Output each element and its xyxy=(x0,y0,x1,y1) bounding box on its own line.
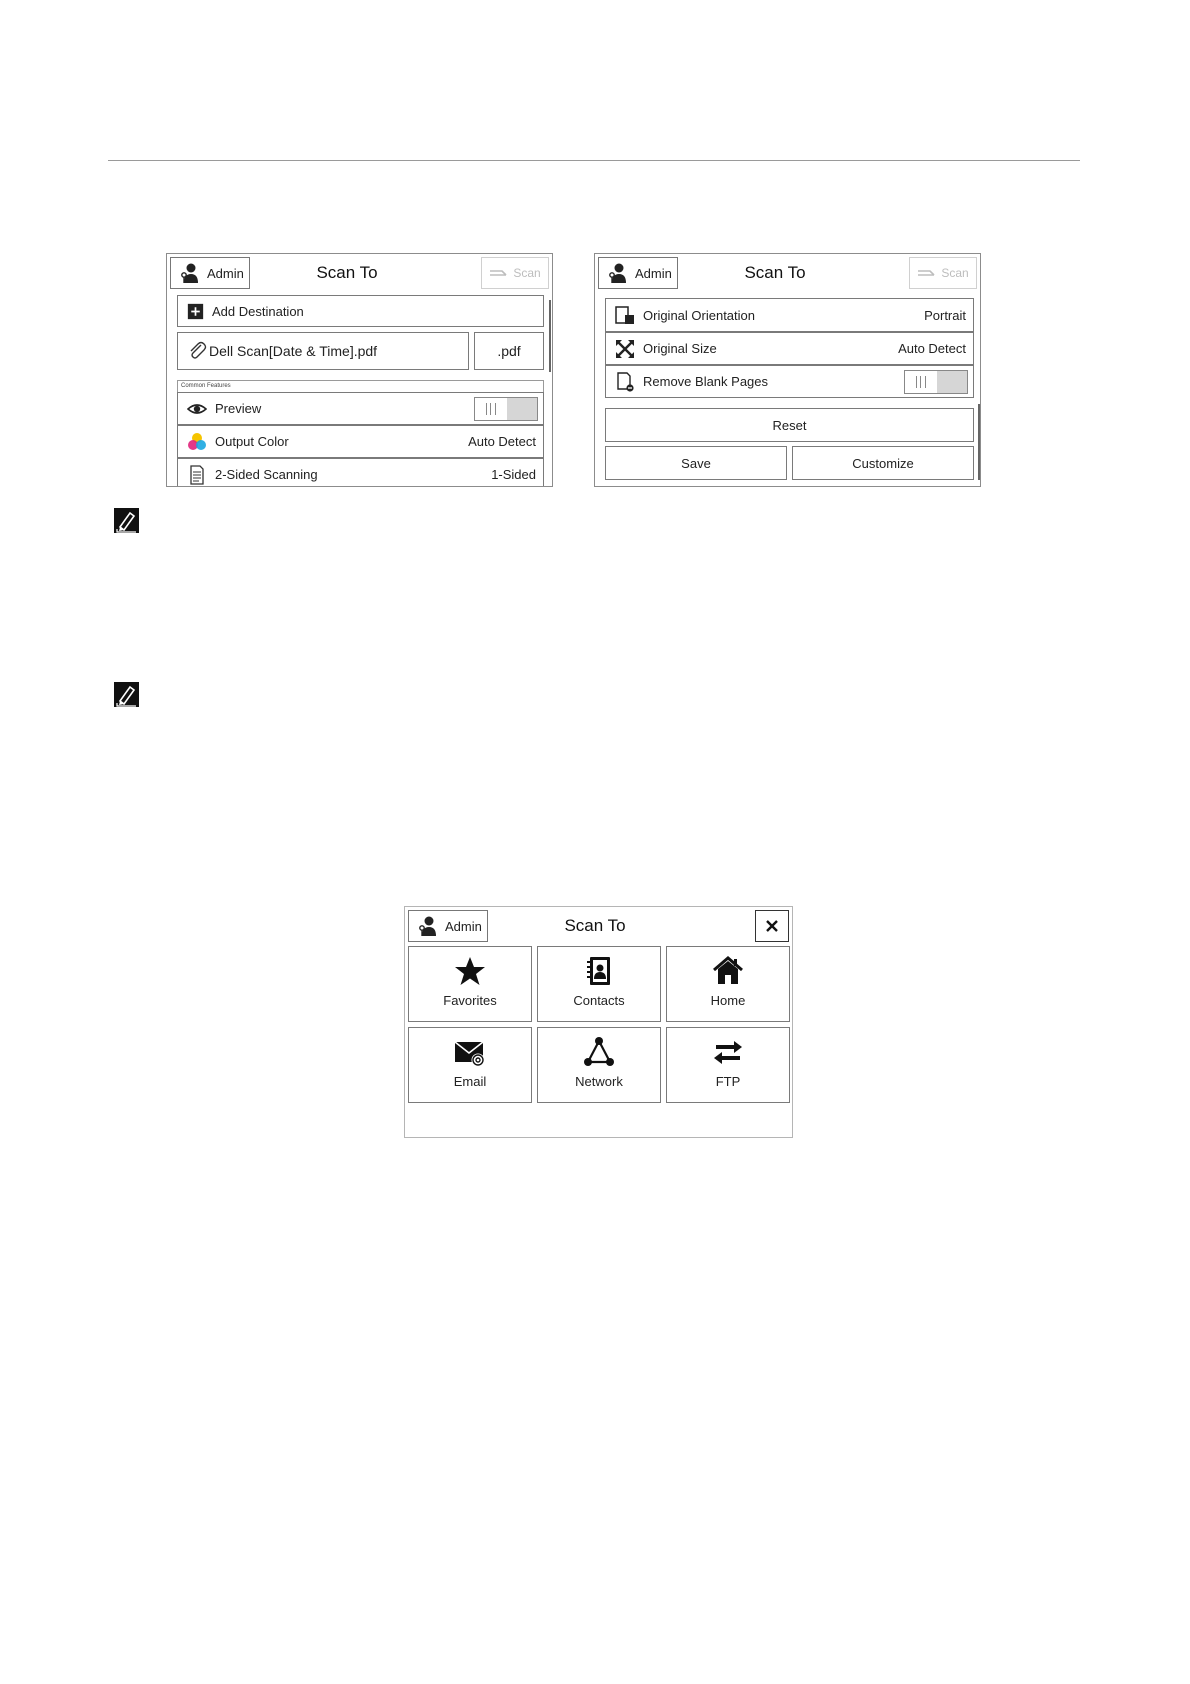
email-label: Email xyxy=(453,1074,487,1089)
admin-button[interactable] xyxy=(598,257,678,289)
reset-label: Reset xyxy=(772,417,807,433)
preview-row[interactable] xyxy=(177,392,544,425)
scrollbar[interactable] xyxy=(549,300,551,372)
network-label: Network xyxy=(575,1074,623,1089)
preview-toggle[interactable] xyxy=(474,397,538,421)
admin-button[interactable] xyxy=(170,257,250,289)
original-orientation-label: Original Orientation xyxy=(643,307,755,323)
original-size-row[interactable] xyxy=(605,332,974,365)
resize-icon xyxy=(615,339,635,359)
original-size-label: Original Size xyxy=(643,341,717,356)
favorites-label: Favorites xyxy=(443,993,497,1008)
scan-button[interactable] xyxy=(481,257,549,289)
scan-to-screen-main xyxy=(166,253,553,487)
scan-icon xyxy=(489,268,507,278)
remove-blank-pages-label: Remove Blank Pages xyxy=(643,374,769,389)
preview-label: Preview xyxy=(215,401,262,416)
document-icon xyxy=(187,465,207,485)
output-color-label: Output Color xyxy=(215,434,289,449)
email-tile[interactable] xyxy=(408,1027,532,1103)
two-sided-scanning-value: 1-Sided xyxy=(491,467,536,482)
screen-title: Scan To xyxy=(564,916,626,935)
remove-blank-pages-toggle[interactable] xyxy=(904,370,968,394)
close-icon xyxy=(765,919,779,933)
toggle-knob xyxy=(475,398,507,420)
ftp-tile[interactable] xyxy=(666,1027,790,1103)
blank-page-icon xyxy=(615,372,635,392)
save-label: Save xyxy=(681,455,711,471)
home-tile[interactable] xyxy=(666,946,790,1022)
admin-icon xyxy=(607,262,629,284)
home-label: Home xyxy=(710,993,746,1008)
eye-icon xyxy=(187,399,207,419)
admin-label: Admin xyxy=(445,918,482,934)
add-destination-button[interactable] xyxy=(177,295,544,327)
admin-icon xyxy=(417,915,439,937)
original-size-value: Auto Detect xyxy=(898,341,966,356)
scan-to-destination-screen xyxy=(404,906,793,1138)
save-button[interactable] xyxy=(605,446,787,480)
scrollbar[interactable] xyxy=(978,404,980,480)
toggle-track xyxy=(937,371,967,393)
plus-icon xyxy=(187,303,204,320)
contacts-tile[interactable] xyxy=(537,946,661,1022)
admin-label: Admin xyxy=(635,265,672,281)
ftp-label: FTP xyxy=(715,1074,741,1089)
customize-button[interactable] xyxy=(792,446,974,480)
paperclip-icon xyxy=(187,341,207,361)
two-sided-scanning-label: 2-Sided Scanning xyxy=(215,467,318,482)
two-sided-scanning-row[interactable] xyxy=(177,458,544,487)
admin-button[interactable] xyxy=(408,910,488,942)
original-orientation-row[interactable] xyxy=(605,298,974,332)
scan-label: Scan xyxy=(941,266,969,280)
note-icon xyxy=(114,682,139,707)
home-icon xyxy=(712,955,744,987)
output-color-row[interactable] xyxy=(177,425,544,458)
email-icon xyxy=(454,1036,486,1068)
scan-label: Scan xyxy=(513,266,541,280)
network-tile[interactable] xyxy=(537,1027,661,1103)
favorites-tile[interactable] xyxy=(408,946,532,1022)
scan-icon xyxy=(917,268,935,278)
network-icon xyxy=(583,1036,615,1068)
toggle-track xyxy=(507,398,537,420)
note-icon xyxy=(114,508,139,533)
customize-label: Customize xyxy=(852,455,914,471)
filename-field[interactable] xyxy=(177,332,469,370)
remove-blank-pages-row[interactable] xyxy=(605,365,974,398)
star-icon xyxy=(454,955,486,987)
original-orientation-value: Portrait xyxy=(924,307,966,323)
admin-label: Admin xyxy=(207,265,244,281)
reset-button[interactable] xyxy=(605,408,974,442)
add-destination-label: Add Destination xyxy=(212,303,304,319)
color-icon xyxy=(187,432,207,452)
common-features-label: Common Features xyxy=(177,380,544,392)
orientation-icon xyxy=(615,305,635,325)
filename-value: Dell Scan[Date & Time].pdf xyxy=(209,343,378,359)
screen-title: Scan To xyxy=(316,263,378,282)
admin-icon xyxy=(179,262,201,284)
page-divider xyxy=(108,160,1080,161)
contacts-icon xyxy=(583,955,615,987)
scan-button[interactable] xyxy=(909,257,977,289)
file-format-label: .pdf xyxy=(497,343,521,359)
screen-title: Scan To xyxy=(744,263,806,282)
scan-to-screen-settings xyxy=(594,253,981,487)
contacts-label: Contacts xyxy=(573,993,625,1008)
output-color-value: Auto Detect xyxy=(468,434,536,449)
ftp-icon xyxy=(712,1036,744,1068)
close-button[interactable] xyxy=(755,910,789,942)
toggle-knob xyxy=(905,371,937,393)
file-format-button[interactable] xyxy=(474,332,544,370)
